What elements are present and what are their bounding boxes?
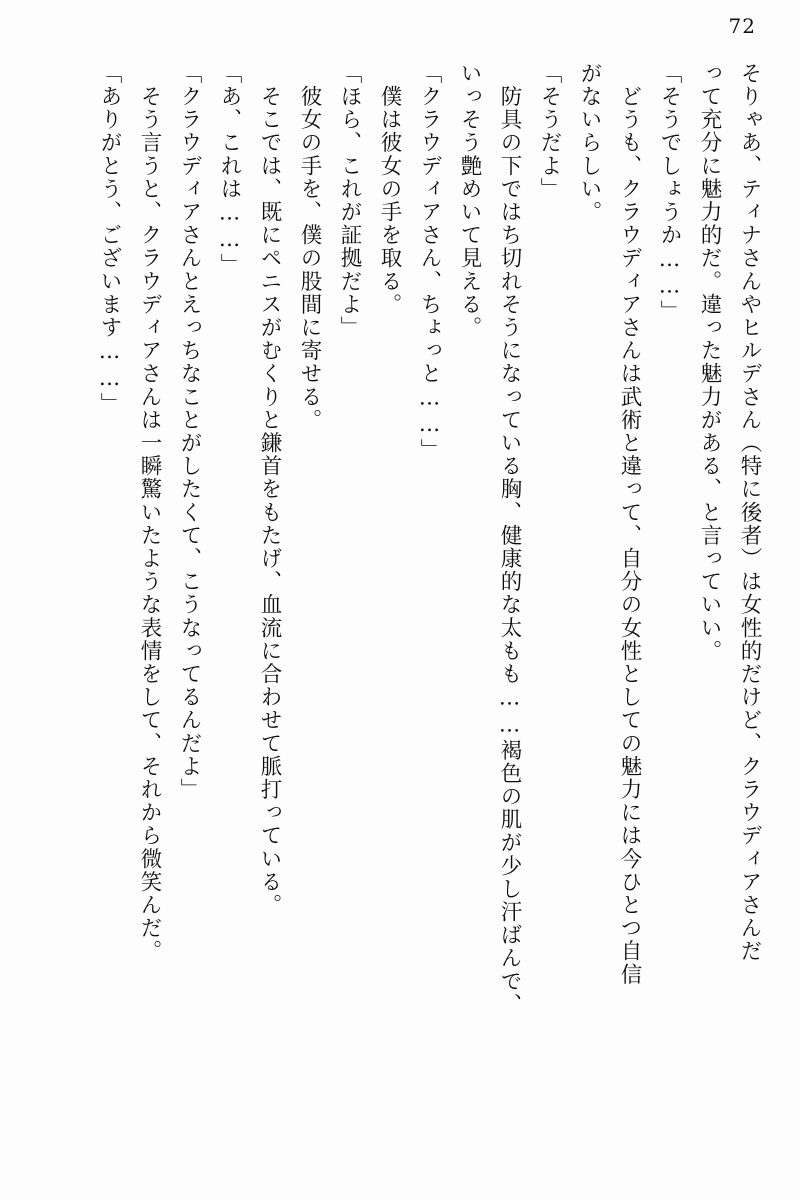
text-column: 「ありがとう、ございます……」 (97, 62, 122, 416)
text-column: どうも、クラウディアさんは武術と違って、自分の女性としての魅力には今ひとつ自信 (617, 62, 642, 986)
text-column: 「あ、これは……」 (217, 62, 242, 277)
text-column: そりゃあ、ティナさんやヒルデさん（特に後者）は女性的だけど、クラウディアさんだ (737, 62, 762, 963)
text-column: そう言うと、クラウディアさんは一瞬驚いたような表情をして、それから微笑んだ。 (137, 62, 162, 963)
page-number: 72 (728, 14, 756, 38)
text-column: そこでは、既にペニスがむくりと鎌首をもたげ、血流に合わせて脈打っている。 (257, 62, 282, 917)
text-column: 「ほら、これが証拠だよ」 (337, 62, 362, 340)
text-column: 「クラウディアさん、ちょっと……」 (417, 62, 442, 462)
text-column: 「そうでしょうか……」 (657, 62, 682, 324)
text-column: いっそう艶めいて見える。 (457, 62, 482, 340)
text-column: 防具の下ではち切れそうになっている胸、健康的な太もも……褐色の肌が少し汗ばんで、 (497, 62, 522, 1017)
vertical-text-body (40, 62, 760, 1160)
text-column: って充分に魅力的だ。違った魅力がある、と言っていい。 (697, 62, 722, 663)
text-column: 「そうだよ」 (537, 62, 562, 201)
text-column: 彼女の手を、僕の股間に寄せる。 (297, 62, 322, 432)
text-column: 「クラウディアさんとえっちなことがしたくて、こうなってるんだよ」 (177, 62, 202, 802)
text-column: 僕は彼女の手を取る。 (377, 62, 402, 317)
text-column: がないらしい。 (577, 62, 602, 224)
